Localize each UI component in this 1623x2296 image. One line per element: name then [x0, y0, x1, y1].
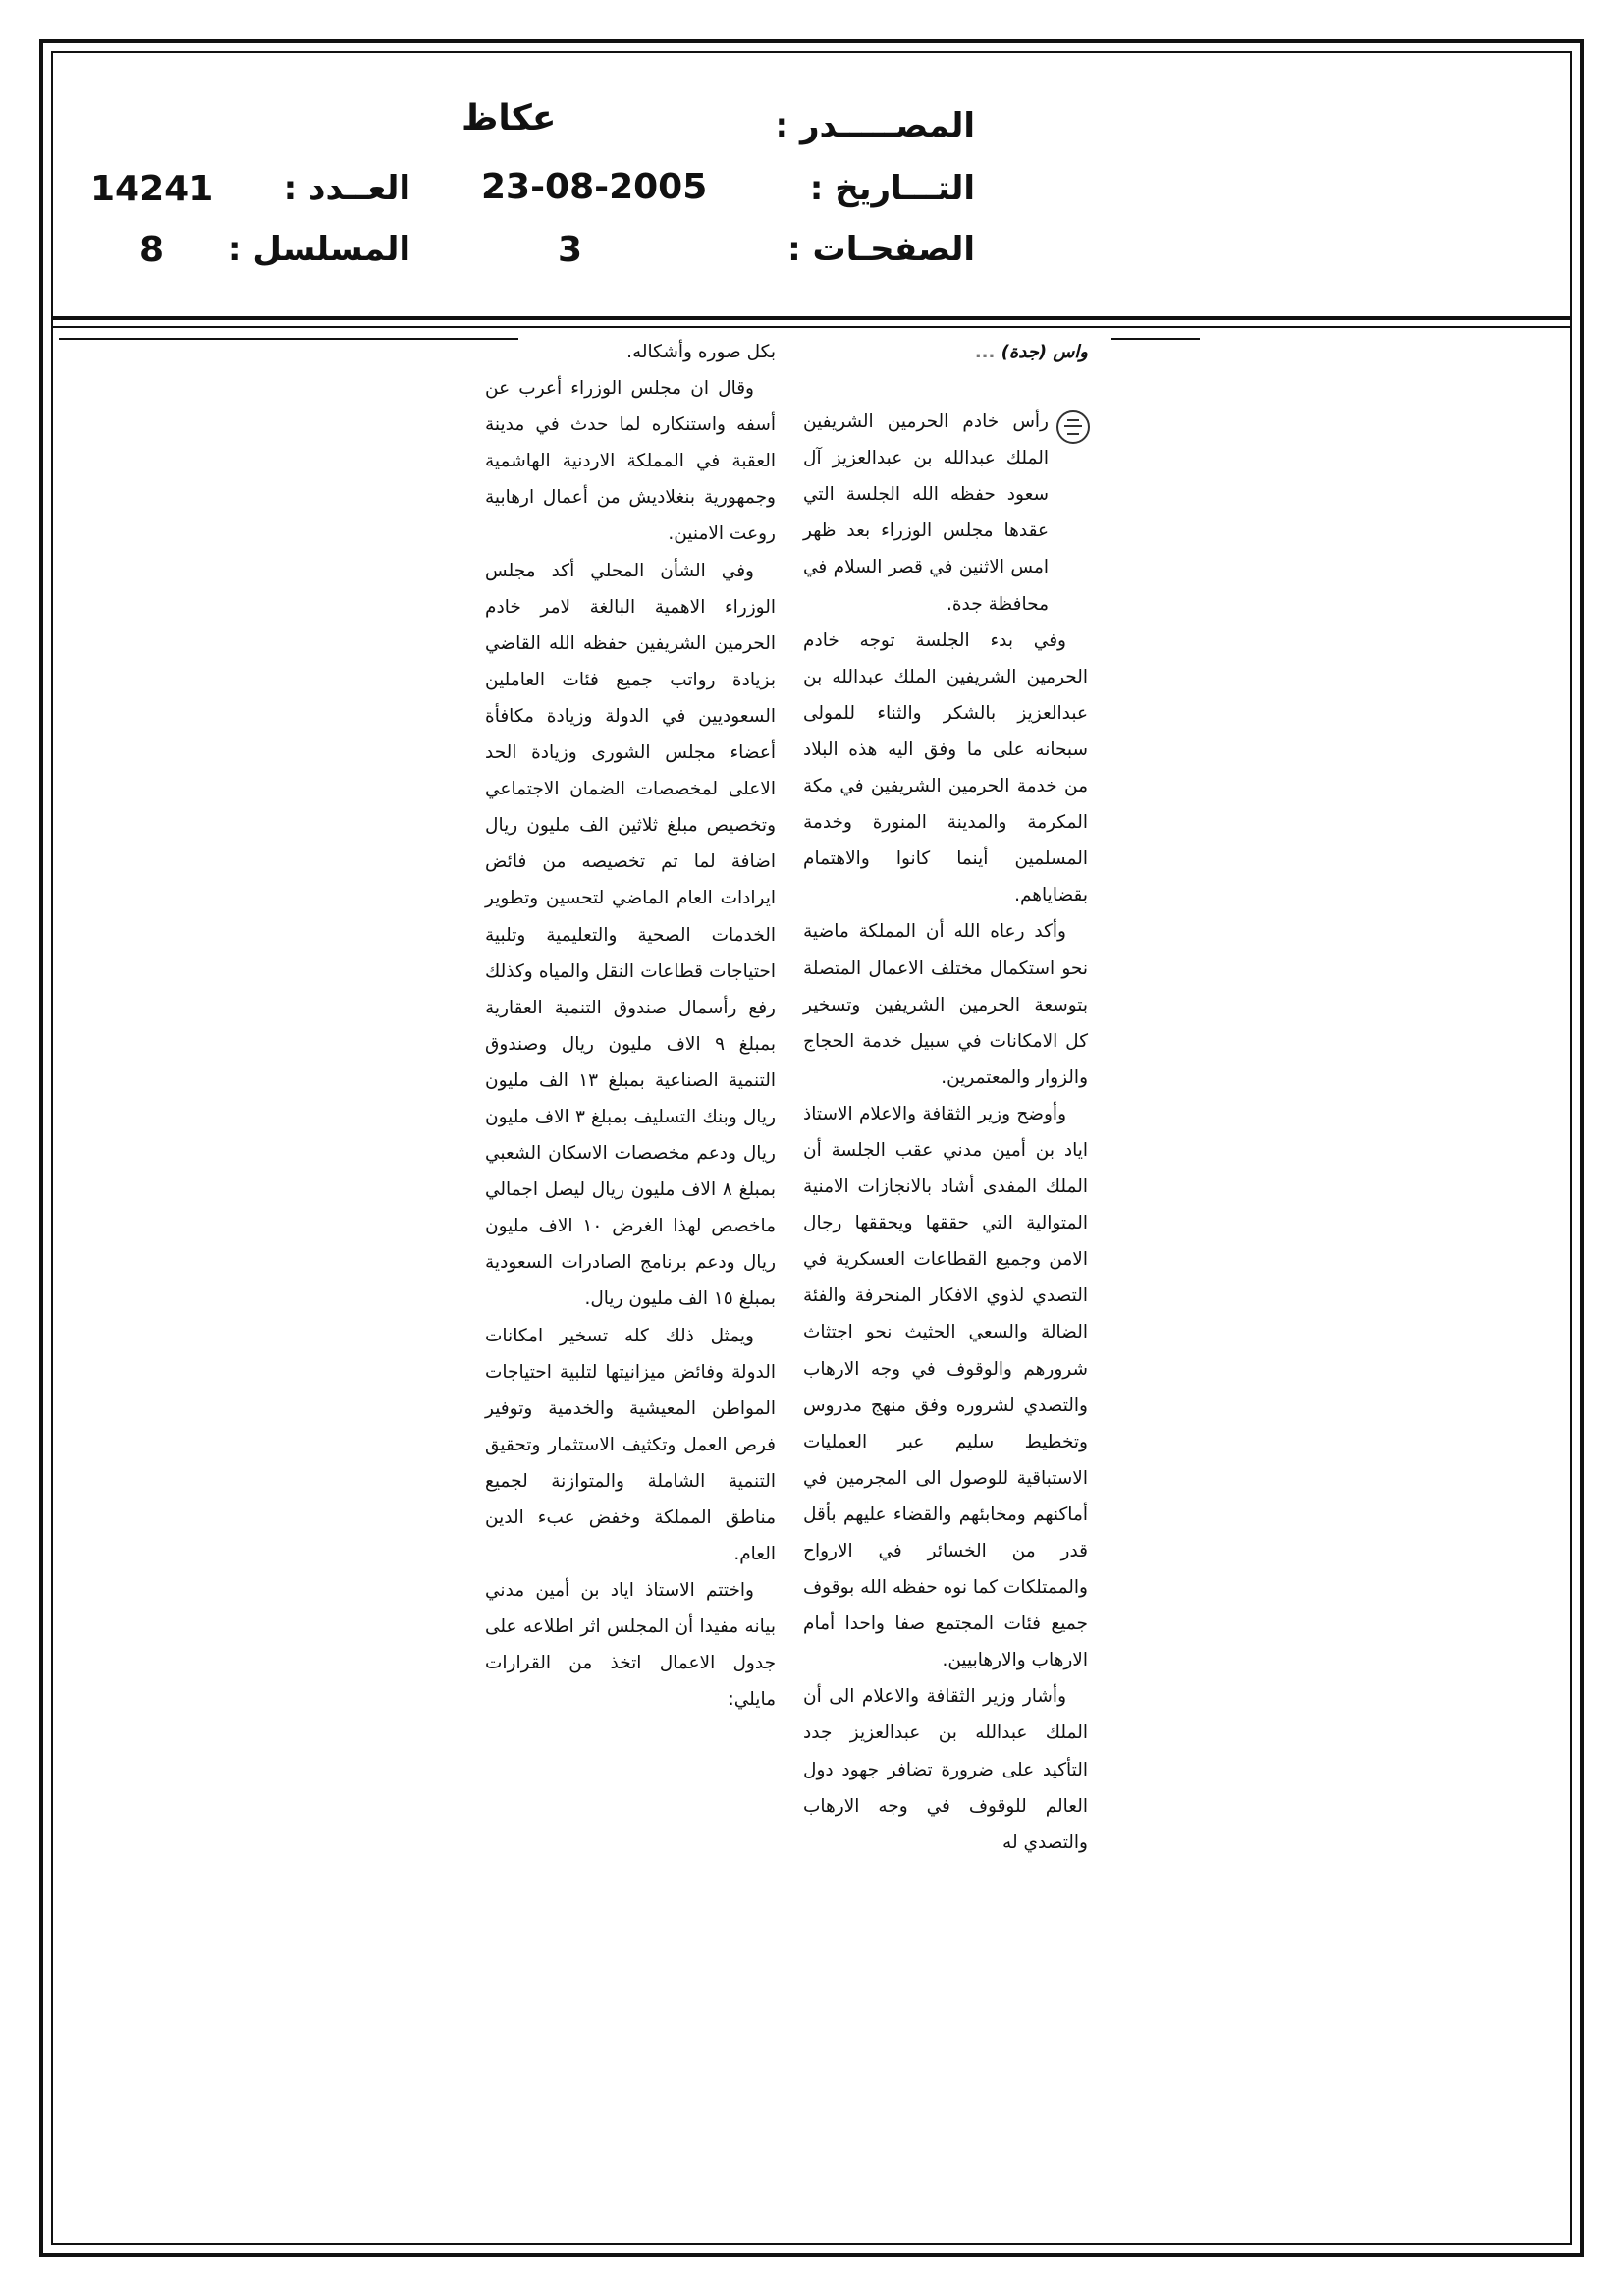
- source-value: عكاظ: [461, 98, 557, 138]
- serial-label: المسلسل :: [227, 230, 410, 269]
- paragraph: ويمثل ذلك كله تسخير امكانات الدولة وفائض ميزانيتها لتلبية احتياجات المواطن المعيشية والخدمية وتوفير فرص العمل وتكثيف الاستثمار وتحقيق التنمية الشاملة والمتوازنة لجميع مناطق المملكة وخفض عبء الدين العام.: [485, 1325, 776, 1565]
- date-value: 23-08-2005: [481, 167, 708, 207]
- issue-label: العــدد :: [283, 169, 410, 208]
- pages-label: الصفحـات :: [787, 230, 975, 269]
- paragraph: بكل صوره وأشكاله.: [626, 342, 776, 362]
- byline-text: واس (جدة): [1001, 342, 1088, 362]
- paragraph: رأس خادم الحرمين الشريفين الملك عبدالله بن عبدالعزيز آل سعود حفظه الله الجلسة التي عقدها مجلس الوزراء بعد ظهر امس الاثنين في قصر السلام في محافظة جدة.: [803, 411, 1049, 615]
- paragraph: واختتم الاستاذ اياد بن أمين مدني بيانه مفيدا أن المجلس اثر اطلاعه على جدول الاعمال اتخذ من القرارات مايلي:: [485, 1580, 776, 1711]
- byline: واس (جدة) ...: [974, 342, 1088, 362]
- source-label: المصـــــدر :: [775, 106, 975, 145]
- article-right-rule: [1111, 338, 1200, 340]
- header-divider: [51, 316, 1572, 320]
- date-label: التـــاريخ :: [809, 169, 975, 208]
- article-left-column: [485, 334, 776, 1719]
- issue-value: 14241: [90, 169, 214, 209]
- article-left-rule: [59, 338, 518, 340]
- serial-value: 8: [139, 230, 165, 270]
- paragraph: وأشار وزير الثقافة والاعلام الى أن الملك عبدالله بن عبدالعزيز جدد التأكيد على ضرورة تضافر جهود دول العالم للوقوف في وجه الارهاب والتصدي له: [803, 1686, 1088, 1853]
- paragraph: وفي الشأن المحلي أكد مجلس الوزراء الاهمية البالغة لامر خادم الحرمين الشريفين حفظه الله القاضي بزيادة رواتب جميع فئات العاملين السعوديين في الدولة وزيادة مكافأة أعضاء مجلس الشورى وزيادة الحد الاعلى لمخصصات الضمان الاجتماعي وتخصيص مبلغ ثلاثين الف مليون ريال اضافة لما تم تخصيصه من فائض ايرادات العام الماضي لتحسين وتطوير الخدمات الصحية والتعليمية وتلبية احتياجات قطاعات النقل والمياه وكذلك رفع رأسمال صندوق التنمية العقارية بمبلغ ٩ الاف مليون ريال وصندوق التنمية الصناعية بمبلغ ١٣ الف مليون ريال وبنك التسليف بمبلغ ٣ الاف مليون ريال ودعم مخصصات الاسكان الشعبي بمبلغ ٨ الاف مليون ريال ليصل اجمالي ماخصص لهذا الغرض ١٠ الاف مليون ريال ودعم برنامج الصادرات السعودية بمبلغ ١٥ الف مليون ريال.: [485, 560, 777, 1310]
- paragraph: وأكد رعاه الله أن المملكة ماضية نحو استكمال مختلف الاعمال المتصلة بتوسعة الحرمين الشريفين وتسخير كل الامكانات في سبيل خدمة الحجاج والزوار والمعتمرين.: [803, 921, 1088, 1088]
- header-divider-thin: [51, 326, 1572, 328]
- paragraph: وأوضح وزير الثقافة والاعلام الاستاذ اياد بن أمين مدني عقب الجلسة أن الملك المفدى أشاد بالانجازات الامنية المتوالية التي حققها ويحققها رجال الامن وجميع القطاعات العسكرية في التصدي لذوي الافكار المنحرفة والفئة الضالة والسعي الحثيث نحو اجتثاث شرورهم والوقوف في وجه الارهاب والتصدي لشروره وفق منهج مدروس وتخطيط سليم عبر العمليات الاستباقية للوصول الى المجرمين في أماكنهم ومخابئهم والقضاء عليهم بأقل قدر من الخسائر في الارواح والممتلكات كما نوه حفظه الله بوقوف جميع فئات المجتمع صفا واحدا أمام الارهاب والارهابيين.: [802, 1103, 1088, 1671]
- article-right-column: [803, 334, 1088, 1861]
- pages-value: 3: [558, 230, 583, 270]
- paragraph: وقال ان مجلس الوزراء أعرب عن أسفه واستنكاره لما حدث في مدينة العقبة في المملكة الاردنية الهاشمية وجمهورية بنغلاديش من أعمال ارهابية روعت الامنين.: [485, 378, 776, 545]
- paragraph: وفي بدء الجلسة توجه خادم الحرمين الشريفين الملك عبدالله بن عبدالعزيز بالشكر والثناء للمولى سبحانه على ما وفق اليه هذه البلاد من خدمة الحرمين الشريفين في مكة المكرمة والمدينة المنورة وخدمة المسلمين أينما كانوا والاهتمام بقضاياهم.: [803, 629, 1088, 906]
